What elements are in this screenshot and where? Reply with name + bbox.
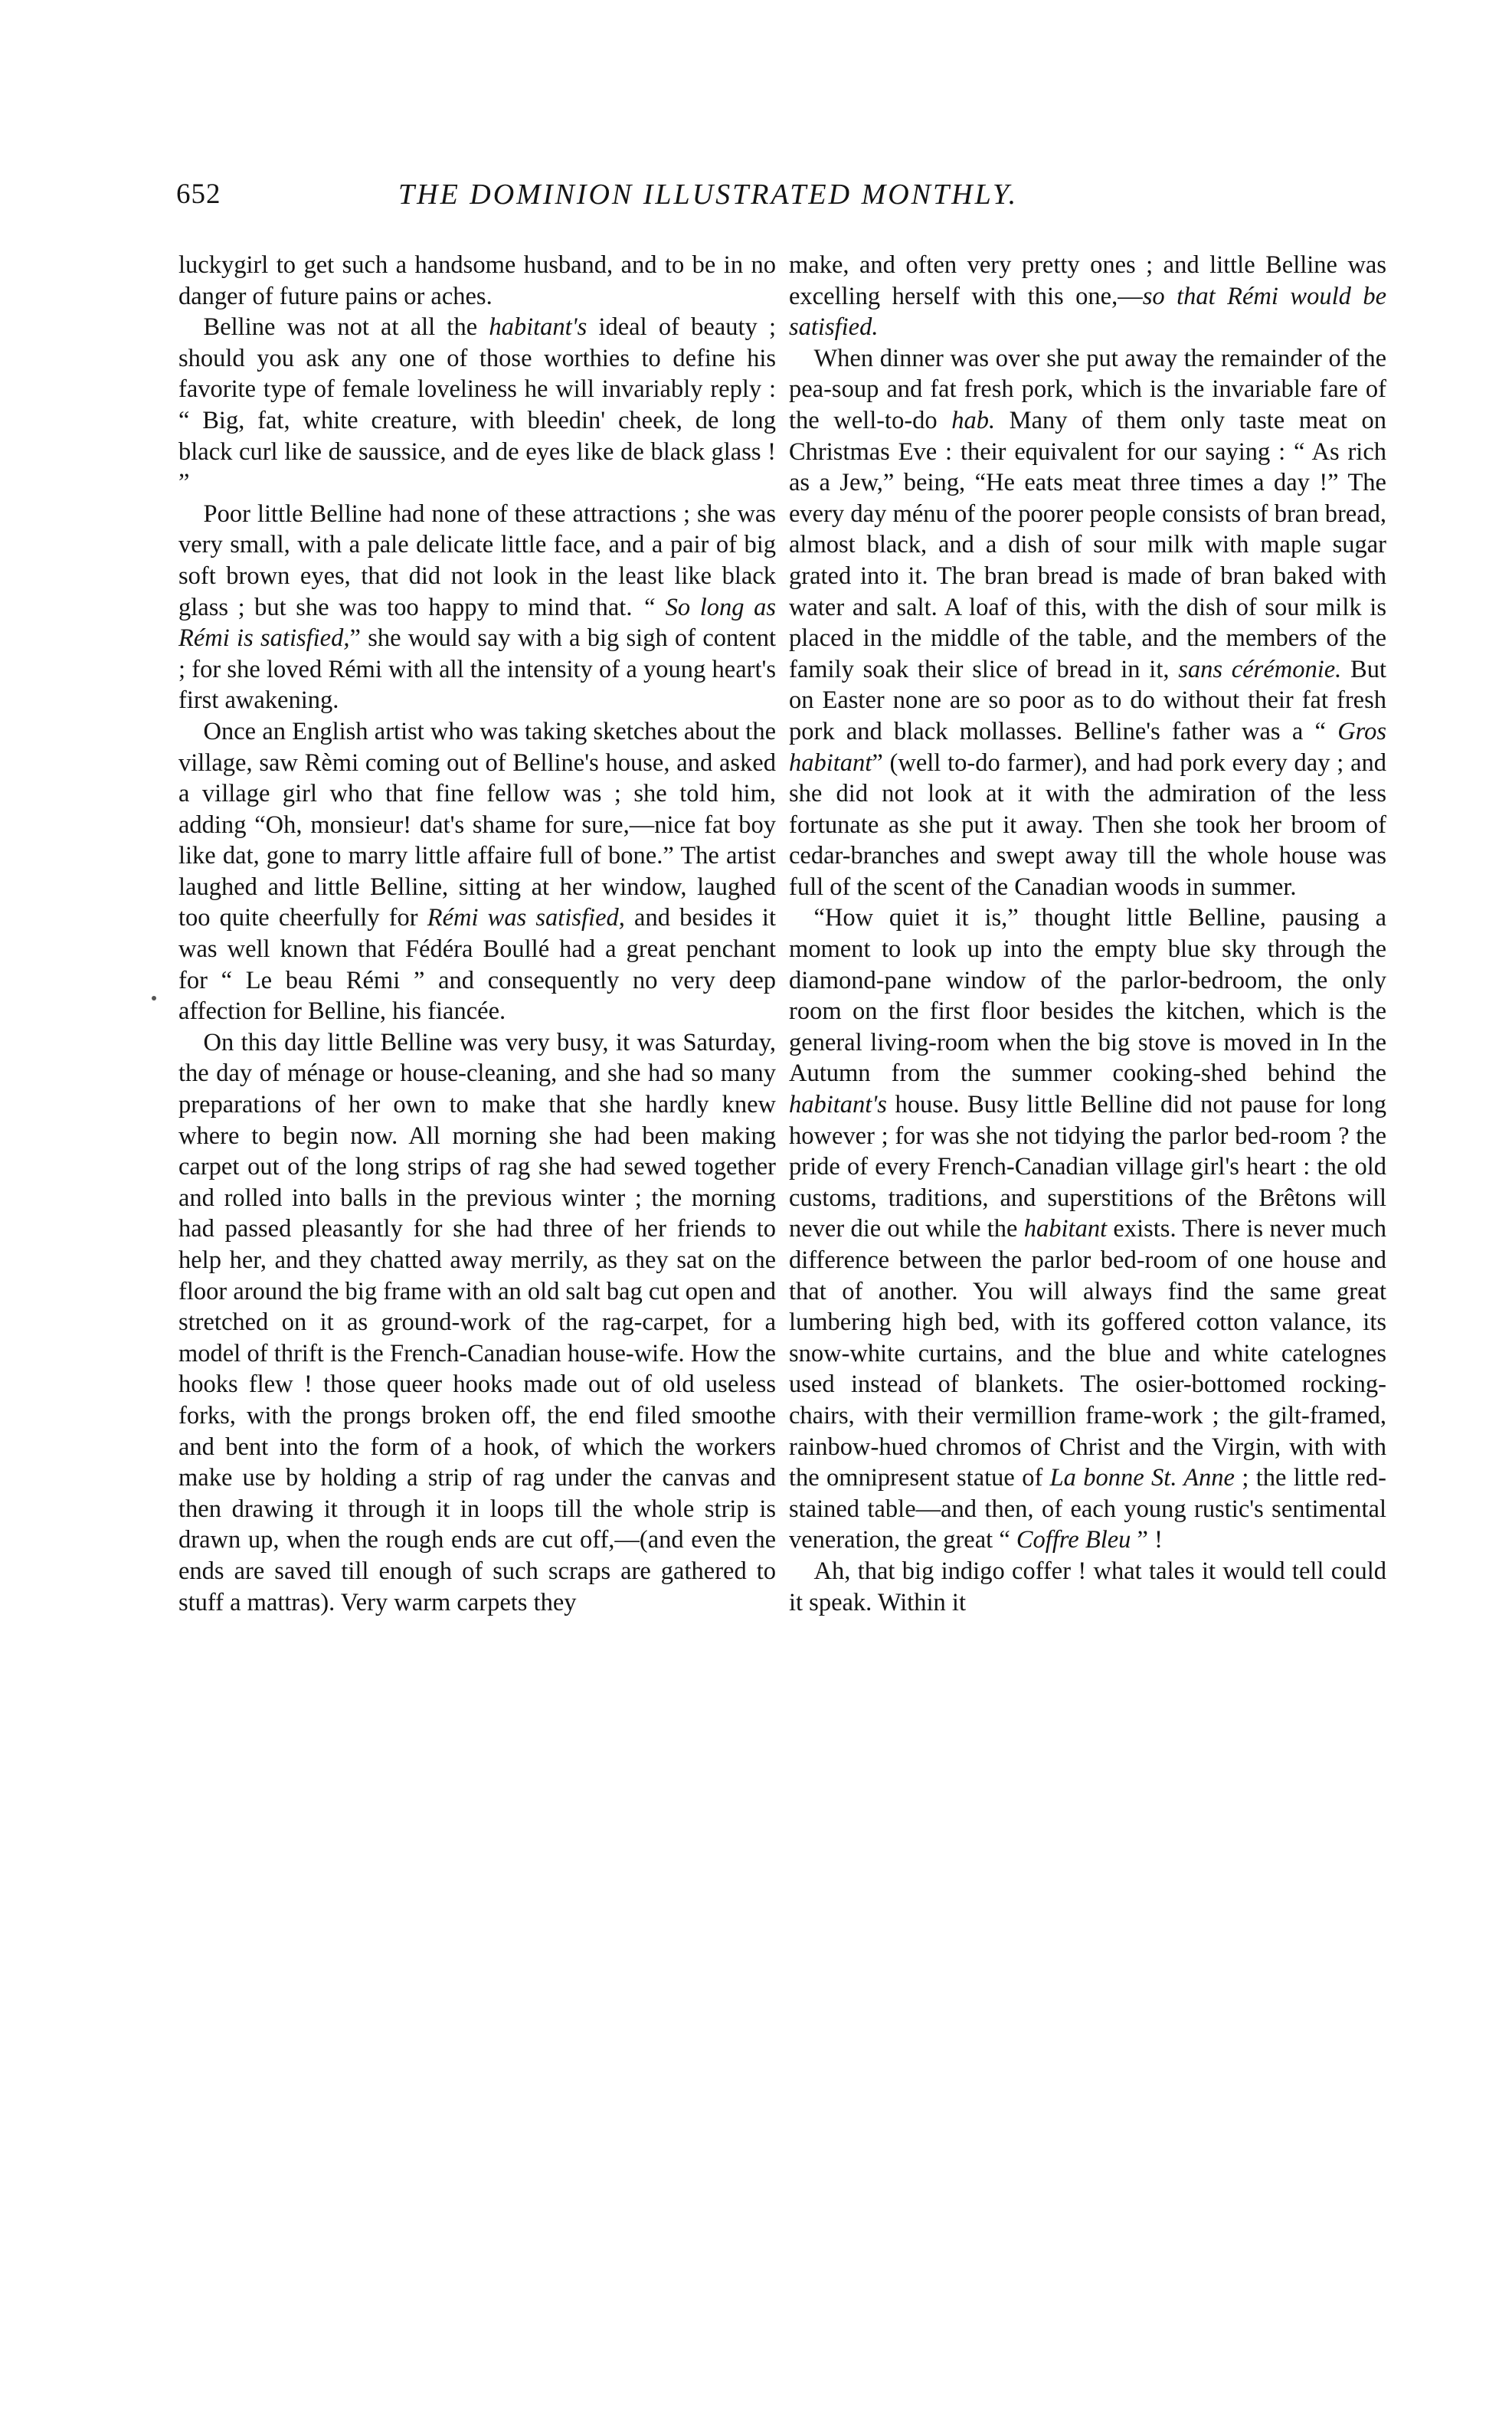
paragraph: Belline was not at all the habitant's ideal of beauty ; should you ask any one of those worthies to define his favorite type of female loveliness he will invariably reply : “ Big, fat, white creature, with bleedin' cheek, de long black curl like de saussice, and de eyes like de black glass ! ” xyxy=(178,313,776,497)
paragraph: Once an English artist who was taking sketches about the village, saw Rèmi coming out of Belline's house, and asked a village girl who that fine fellow was ; she told him, adding “Oh, monsieur! dat's shame for sure,—nice fat boy like dat, gone to marry little affaire full of bone.” The artist laughed and little Belline, sitting at her window, laughed too quite cheerfully for Rémi was satisfied, and besides it was well known that Fédéra Boullé had a great penchant for “ Le beau Rémi ” and consequently no very deep affection for Belline, his fiancée. xyxy=(178,717,776,1026)
paragraph: Ah, that big indigo coffer ! what tales it would tell could it speak. Within it xyxy=(789,1557,1386,1616)
paragraph: “How quiet it is,” thought little Belline, pausing a moment to look up into the empty blue sky through the diamond-pane window of the parlor-bedroom, the only room on the first floor besides the kitchen, which is the general living-room when the big stove is moved in In the Autumn from the summer cooking-shed behind the habitant's house. Busy little Belline did not pause for long however ; for was she not tidying the parlor bed-room ? the pride of every French-Canadian village girl's heart : the old customs, traditions, and superstitions of the Brêtons will never die out while the habitant exists. There is never much difference between the parlor bed-room of one house and that of another. You will always find the same great lumbering high bed, with its goffered cotton valance, its snow-white curtains, and the blue and white catelognes used instead of blankets. The osier-bottomed rocking-chairs, with their vermillion frame-work ; the gilt-framed, rainbow-hued chromos of Christ and the Virgin, with with the omnipresent statue of La bonne St. Anne ; the little red-stained table—and then, of each young rustic's sentimental veneration, the great “ Coffre Bleu ” ! xyxy=(789,904,1386,1554)
running-title: THE DOMINION ILLUSTRATED MONTHLY. xyxy=(398,178,1019,211)
paragraph: When dinner was over she put away the remainder of the pea-soup and fat fresh pork, which is the invariable fare of the well-to-do hab. Many of them only taste meat on Christmas Eve : their equivalent for our saying : “ As rich as a Jew,” being, “He eats meat three times a day !” The every day ménu of the poorer people consists of bran bread, almost black, and a dish of sour milk with maple sugar grated into it. The bran bread is made of bran baked with water and salt. A loaf of this, with the dish of sour milk is placed in the middle of the table, and the members of the family soak their slice of bread in it, sans cérémonie. But on Easter none are so poor as to do without their fat fresh pork and black mollasses. Belline's father was a “ Gros habitant” (well to-do farmer), and had pork every day ; and she did not look at it with the admiration of the less fortunate as she put it away. Then she took her broom of cedar-branches and swept away till the whole house was full of the scent of the Canadian woods in summer. xyxy=(789,344,1386,901)
page-header xyxy=(169,170,1360,216)
left-column xyxy=(178,250,776,1618)
right-column xyxy=(789,250,1386,1618)
paragraph: Poor little Belline had none of these attractions ; she was very small, with a pale delicate little face, and a pair of big soft brown eyes, that did not look in the least like black glass ; but she was too happy to mind that. “ So long as Rémi is satisfied,” she would say with a big sigh of content ; for she loved Rémi with all the intensity of a young heart's first awakening. xyxy=(178,499,776,715)
margin-mark xyxy=(152,996,156,1000)
paragraph: On this day little Belline was very busy, it was Saturday, the day of ménage or house-cleaning, and she had so many preparations of her own to make that she hardly knew where to begin now. All morning she had been making carpet out of the long strips of rag she had sewed together and rolled into balls in the previous winter ; the morning had passed pleasantly for she had three of her friends to help her, and they chatted away merrily, as they sat on the floor around the big frame with an old salt bag cut open and stretched on it as ground-work of the rag-carpet, for a model of thrift is the French-Canadian house-wife. How the hooks flew ! those queer hooks made out of old useless forks, with the prongs broken off, the end filed smoothe and bent into the form of a hook, of which the workers make use by holding a strip of rag under the canvas and then drawing it through it in loops till the whole strip is drawn up, when the rough ends are cut off,—(and even the ends are saved till enough of such scraps are gathered to stuff a mattras). Very warm carpets they xyxy=(178,1028,776,1616)
paragraph: make, and often very pretty ones ; and little Belline was excelling herself with this one,—so that Rémi would be satisfied. xyxy=(789,251,1386,342)
page-number: 652 xyxy=(176,178,221,210)
paragraph: luckygirl to get such a handsome husband, and to be in no danger of future pains or aches. xyxy=(178,251,776,310)
